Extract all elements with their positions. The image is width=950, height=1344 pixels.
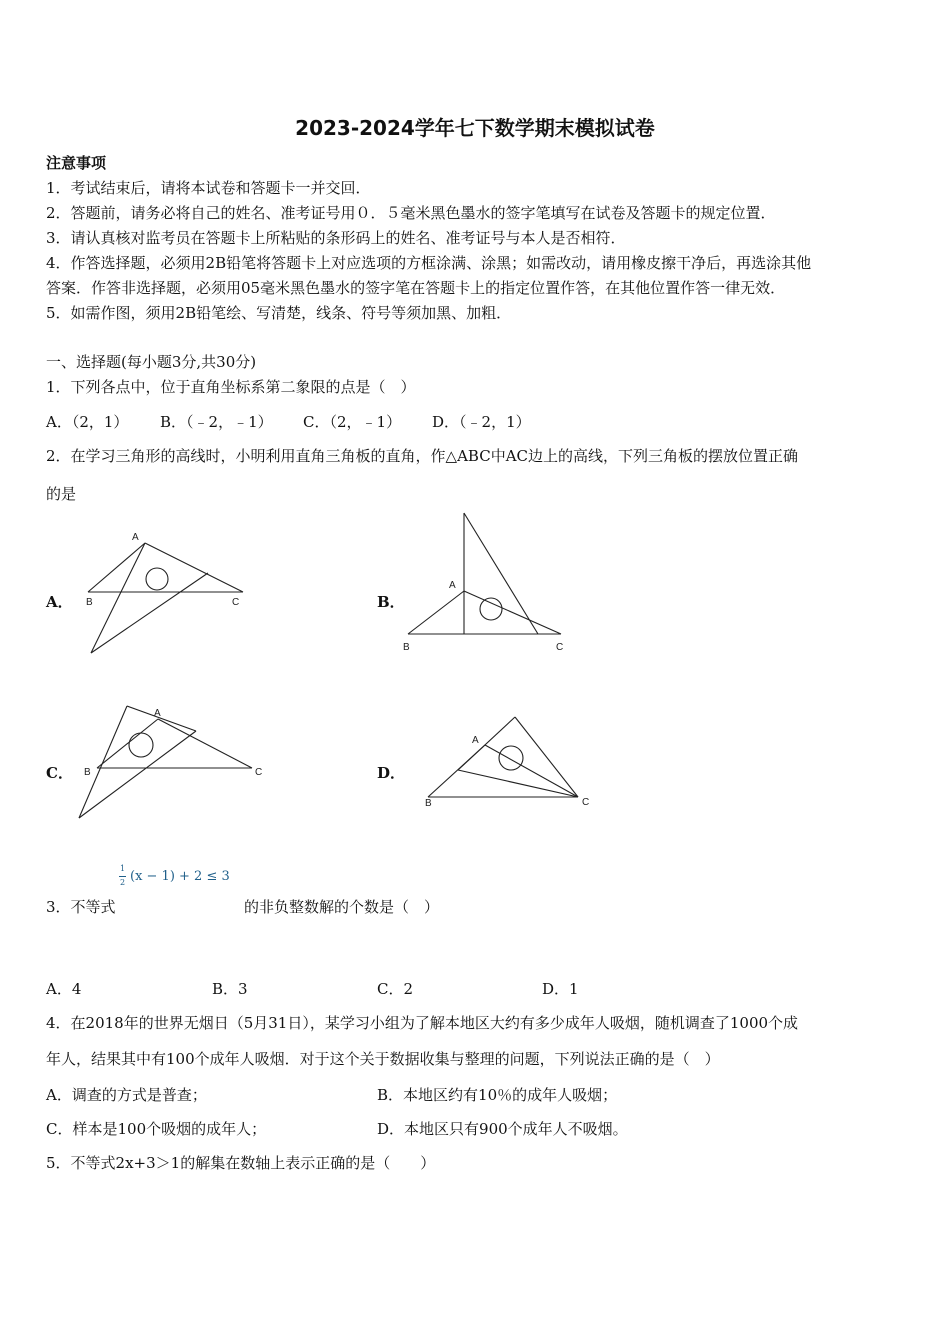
q2-option-b-label: B． <box>377 593 405 611</box>
question-1-stem: 1．下列各点中，位于直角坐标系第二象限的点是（ ） <box>46 378 416 396</box>
note-item: 3．请认真核对监考员在答题卡上所粘贴的条形码上的姓名、准考证号与本人是否相符． <box>46 229 626 247</box>
q4-option-c: C．样本是100个吸烟的成年人； <box>46 1120 267 1138</box>
figure-option-c <box>70 700 270 825</box>
note-item: 2．答题前，请务必将自己的姓名、准考证号用０．５毫米黑色墨水的签字笔填写在试卷及答题卡的规定位置． <box>46 204 776 222</box>
set-square-hole <box>129 733 153 757</box>
set-square <box>464 513 538 634</box>
page-title: 2023-2024学年七下数学期末模拟试卷 <box>295 116 655 140</box>
q1-option-a: A．（2，1） <box>46 413 129 431</box>
question-4-stem-cont: 年人，结果其中有100个成年人吸烟．对于这个关于数据收集与整理的问题，下列说法正确的是（ ） <box>46 1050 720 1068</box>
set-square-hole <box>480 598 502 620</box>
figure-option-a <box>78 525 253 660</box>
formula-fraction-numerator: 1 <box>120 864 126 873</box>
vertex-b-label: B <box>86 597 93 608</box>
set-square-hole <box>146 568 168 590</box>
q3-option-a: A．4 <box>46 980 82 998</box>
vertex-c-label: C <box>556 642 564 653</box>
triangle-abc <box>428 745 578 797</box>
question-2-stem: 2．在学习三角形的高线时，小明利用直角三角板的直角，作△ABC中AC边上的高线，下列三角板的摆放位置正确 <box>46 447 799 465</box>
formula-expression: (x − 1) + 2 ≤ 3 <box>130 869 230 884</box>
note-item: 1．考试结束后，请将本试卷和答题卡一并交回． <box>46 179 371 197</box>
set-square <box>79 706 196 818</box>
formula-fraction-denominator: 2 <box>120 878 126 887</box>
q4-option-b: B．本地区约有10％的成年人吸烟； <box>377 1086 618 1104</box>
triangle-abc <box>88 543 243 592</box>
triangle-abc <box>97 719 252 768</box>
set-square <box>458 717 578 797</box>
vertex-c-label: C <box>232 597 240 608</box>
note-item: 5．如需作图，须用2B铅笔绘、写清楚，线条、符号等须加黑、加粗． <box>46 304 512 322</box>
q1-option-d: D．（﹣2，1） <box>432 413 531 431</box>
vertex-b-label: B <box>403 642 410 653</box>
section-heading: 一、选择题(每小题3分,共30分) <box>46 353 257 371</box>
vertex-b-label: B <box>425 798 432 809</box>
question-2-stem-cont: 的是 <box>46 485 77 503</box>
set-square-hole <box>499 746 523 770</box>
triangle-abc <box>408 591 561 634</box>
question-4-stem: 4．在2018年的世界无烟日（5月31日），某学习小组为了解本地区大约有多少成年人吸烟，随机调查了1000个成 <box>46 1014 799 1032</box>
inequality-formula <box>118 864 248 892</box>
q3-option-c: C．2 <box>377 980 414 998</box>
question-3-prefix: 3．不等式 <box>46 898 116 916</box>
q4-option-a: A．调查的方式是普查； <box>46 1086 207 1104</box>
vertex-a-label: A <box>154 708 161 719</box>
vertex-a-label: A <box>472 735 479 746</box>
q2-option-d-label: D． <box>377 764 406 782</box>
q4-option-d: D．本地区只有900个成年人不吸烟。 <box>377 1120 628 1138</box>
vertex-c-label: C <box>255 767 263 778</box>
figure-option-b <box>398 508 576 658</box>
q3-option-d: D．1 <box>542 980 579 998</box>
q1-option-c: C．（2，﹣1） <box>303 413 402 431</box>
question-5-stem: 5．不等式2x+3＞1的解集在数轴上表示正确的是（ ） <box>46 1154 436 1172</box>
q1-option-b: B．（﹣2，﹣1） <box>160 413 273 431</box>
figure-option-d <box>420 710 600 815</box>
vertex-c-label: C <box>582 797 590 808</box>
set-square <box>91 543 208 653</box>
vertex-a-label: A <box>132 532 139 543</box>
fraction-bar <box>119 876 126 877</box>
q2-option-a-label: A． <box>46 593 73 611</box>
note-item: 4．作答选择题，必须用2B铅笔将答题卡上对应选项的方框涂满、涂黑；如需改动，请用橡皮擦干净后，再选涂其他 <box>46 254 812 272</box>
q3-option-b: B．3 <box>212 980 248 998</box>
question-3-suffix: 的非负整数解的个数是（ ） <box>244 898 440 916</box>
notes-heading: 注意事项 <box>46 154 107 172</box>
vertex-a-label: A <box>449 580 456 591</box>
vertex-b-label: B <box>84 767 91 778</box>
note-item: 答案．作答非选择题，必须用05毫米黑色墨水的签字笔在答题卡上的指定位置作答，在其他位置作答一律无效． <box>46 279 786 297</box>
q2-option-c-label: C． <box>46 764 73 782</box>
